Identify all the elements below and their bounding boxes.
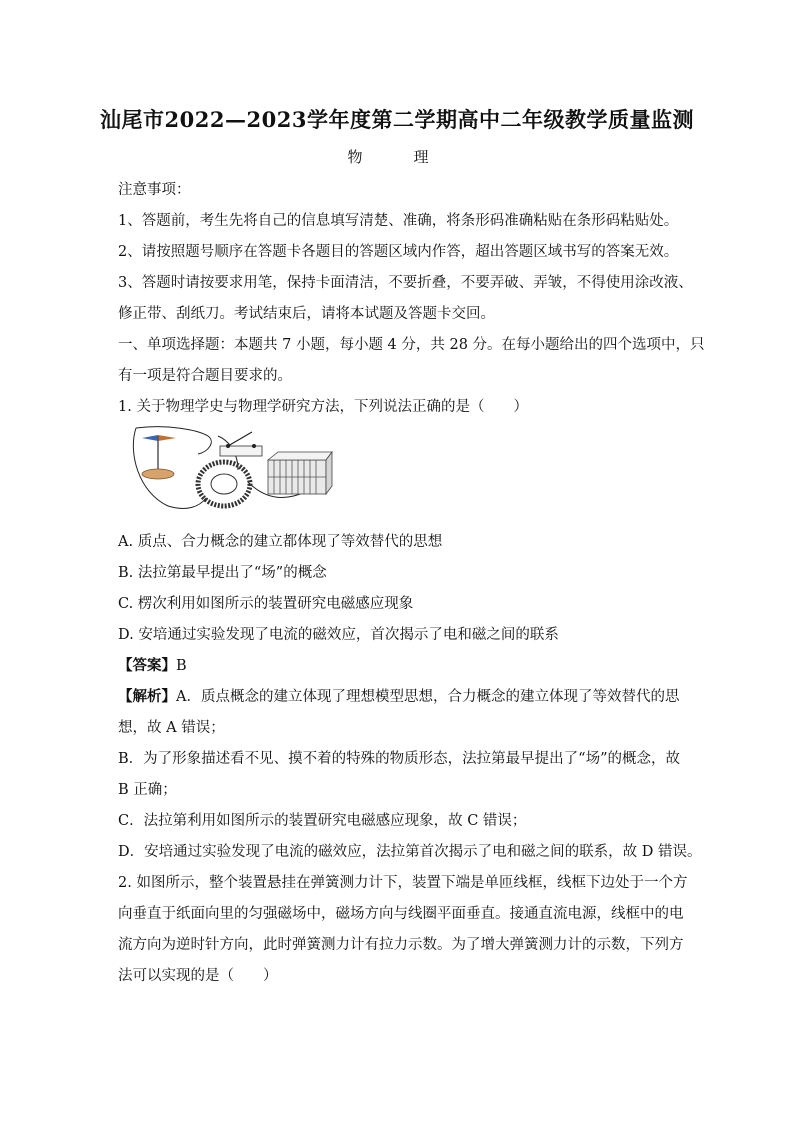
notice-item-3: 3、答题时请按要求用笔，保持卡面清洁，不要折叠，不要弄破、弄皱，不得使用涂改液、 — [118, 275, 693, 291]
q1-analysis-line-1 — [118, 685, 679, 706]
analysis-text: A．质点概念的建立体现了理想模型思想，合力概念的建立体现了等效替代的思 — [176, 689, 680, 705]
electromagnetic-induction-apparatus-figure — [128, 422, 333, 514]
battery-pack — [268, 452, 332, 494]
q2-stem-line-2: 向垂直于纸面向里的匀强磁场中，磁场方向与线圈平面垂直。接通直流电源，线框中的电 — [118, 906, 684, 922]
q1-analysis-line-3: B．为了形象描述看不见、摸不着的特殊的物质形态，法拉第最早提出了“场”的概念，故 — [118, 751, 680, 767]
notice-heading: 注意事项： — [118, 182, 191, 198]
q1-option-d: D. 安培通过实验发现了电流的磁效应，首次揭示了电和磁之间的联系 — [118, 627, 559, 643]
answer-label: 【答案】 — [118, 657, 176, 674]
exam-title: 汕尾市2022—2023学年度第二学期高中二年级教学质量监测 — [100, 107, 694, 132]
q1-analysis-line-6: D．安培通过实验发现了电流的磁效应，法拉第首次揭示了电和磁之间的联系，故 D 错误。 — [118, 844, 702, 860]
needle-blue-half — [142, 435, 158, 441]
q1-stem: 1. 关于物理学史与物理学研究方法，下列说法正确的是（ ） — [118, 399, 528, 415]
q2-stem-line-3: 流方向为逆时针方向，此时弹簧测力计有拉力示数。为了增大弹簧测力计的示数，下列方 — [118, 937, 684, 953]
notice-item-2: 2、请按照题号顺序在答题卡各题目的答题区域内作答，超出答题区域书写的答案无效。 — [118, 244, 679, 260]
q1-analysis-line-2: 想，故 A 错误； — [118, 720, 225, 736]
notice-item-3-cont: 修正带、刮纸刀。考试结束后，请将本试题及答题卡交回。 — [118, 306, 495, 322]
q1-option-b: B. 法拉第最早提出了“场”的概念 — [118, 565, 327, 581]
q1-analysis-line-5: C．法拉第利用如图所示的装置研究电磁感应现象，故 C 错误； — [118, 813, 527, 829]
section1-instruction-cont: 有一项是符合题目要求的。 — [118, 368, 292, 384]
q1-answer — [118, 654, 187, 675]
q1-analysis-line-4: B 正确； — [118, 782, 177, 798]
needle-orange-half — [158, 435, 176, 441]
answer-value: B — [176, 658, 187, 674]
analysis-label: 【解析】 — [118, 688, 176, 705]
q2-stem-line-4: 法可以实现的是（ ） — [118, 968, 278, 984]
q2-stem-line-1: 2. 如图所示，整个装置悬挂在弹簧测力计下，装置下端是单匝线框，线框下边处于一个方 — [118, 875, 688, 891]
q1-option-c: C. 楞次利用如图所示的装置研究电磁感应现象 — [118, 596, 414, 612]
subject-heading: 物 理 — [347, 148, 447, 166]
q1-option-a: A. 质点、合力概念的建立都体现了等效替代的思想 — [118, 534, 443, 550]
section1-instruction: 一、单项选择题：本题共 7 小题，每小题 4 分，共 28 分。在每小题给出的四个选项中，只 — [118, 337, 705, 353]
notice-item-1: 1、答题前，考生先将自己的信息填写清楚、准确，将条形码准确粘贴在条形码粘贴处。 — [118, 213, 679, 229]
